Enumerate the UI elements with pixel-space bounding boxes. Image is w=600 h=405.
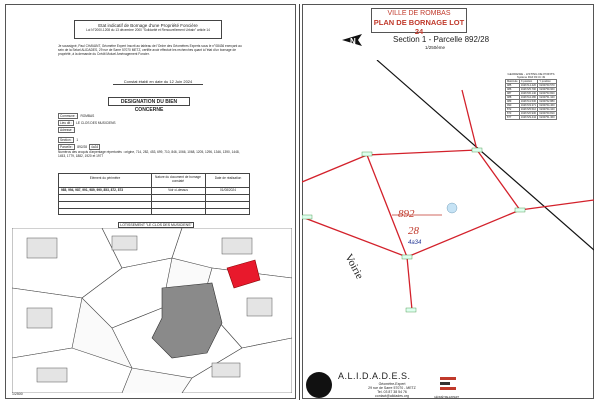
section-parcel-title: Section 1 - Parcelle 892/28 <box>393 35 490 44</box>
section-label: Section : <box>60 138 73 142</box>
refs-value: origine, 714, 282, 453, 699, 710, 846, 1066, 1068, 1205, 1296, 1346, 1390, 1448, 1453, 1779, 1882, 1920 et 1977 <box>58 150 240 158</box>
coords-cell: 985 <box>506 84 520 88</box>
section-value: 1 <box>76 138 79 142</box>
surface-value: 4a34 <box>91 145 99 149</box>
parcel-boundary <box>302 90 594 310</box>
table-header-nature: Nature du document de bornage constaté <box>155 175 201 183</box>
table-header-date: Date de réalisation <box>214 176 242 180</box>
designation-heading: DESIGNATION DU BIEN CONCERNE <box>108 97 190 106</box>
parcelle-value: 892/28 <box>77 145 88 149</box>
parcel-area: 4a34 <box>408 240 422 246</box>
lieu-value: LE CLOS DES MUSICIENS <box>76 121 116 125</box>
scale-label: 1/250ème <box>425 45 446 50</box>
constat-date: Constat établi en date du 12 Juin 2024 <box>113 79 203 85</box>
title-cartouche <box>371 8 467 36</box>
company-sub: Géomètre-Expert <box>378 382 406 386</box>
ge-label: GÉOMÈTRE-EXPERT <box>434 396 460 399</box>
coords-cell: 988 <box>506 96 520 100</box>
cadastral-map <box>12 228 292 393</box>
parcelle-label: Parcelle : <box>60 145 74 149</box>
coords-cell: 1926714.420 <box>520 84 536 87</box>
coords-cell: 6230759.960 <box>539 88 555 91</box>
left-scale-label: 1/2500 <box>12 392 23 396</box>
coords-cell: 6230760.570 <box>539 84 555 87</box>
company-address: 29 rue de Sarre 57070 - METZ <box>368 386 416 390</box>
coords-cell: 1926741.530 <box>520 100 536 103</box>
page-separator <box>299 4 300 400</box>
coords-cell: 1926725.510 <box>520 108 536 111</box>
coords-cell: 990 <box>506 104 520 108</box>
coords-cell: 872 <box>506 108 520 112</box>
coords-cell: 989 <box>506 100 520 104</box>
north-arrow-icon <box>340 30 370 52</box>
coords-cell: 1926733.371 <box>520 104 536 107</box>
croquis-references <box>58 150 248 158</box>
coords-title: GEODESIE - LISTING DE POINTS <box>507 72 555 76</box>
table-header-perimetre: Elément du périmètre <box>89 176 121 180</box>
document-law: Loi N°2000-1208 du 13 décembre 2000 "Solidarité et Renouvellement Urbain" article 14 <box>86 28 210 32</box>
boundary-line <box>377 60 594 250</box>
north-label: N <box>350 37 356 46</box>
commune-value: ROMBAS <box>80 114 95 118</box>
coords-cell: 986 <box>506 88 520 92</box>
coords-header: X position <box>519 80 538 84</box>
adresse-label: Adresse : <box>60 128 74 132</box>
company-contact: Tel. 03 87 38 54 76 contact@alidades.org <box>375 390 409 398</box>
coords-cell: 6230762.880 <box>539 100 555 103</box>
parcel-sub: 28 <box>408 225 419 237</box>
coords-header: Y position <box>538 80 557 84</box>
coords-cell: 1926736.140 <box>520 92 536 95</box>
coords-subtitle: Système RGF 93 CC 49 <box>517 76 545 79</box>
document-title-box <box>74 20 222 39</box>
attestation-text: Je soussigné, Paul CHAVANT, Géomètre Expert Inscrit au tableau de l'Ordre des Géomètres Experts sous le n°08436 exerçant au sein de la Selarl ALIDADES, 29 rue de Sarre 57070 METZ, certifie avoir effectué les recherches quant à l'état d'un bornage de propriété, à la demande du Crédit Mutuel Aménagement Foncier. <box>58 44 242 56</box>
coords-header: Matricule <box>507 80 518 83</box>
coords-cell: 873 <box>506 112 520 116</box>
coords-cell: 1926720.930 <box>520 112 536 115</box>
refs-label: Numéros des croquis d'arpentage répertoriés : <box>58 150 124 154</box>
document-title: Etat indicatif de Bornage d'une Propriété Foncière <box>98 23 198 28</box>
company-info <box>362 382 422 398</box>
coords-cell: 6230760.810 <box>539 112 555 115</box>
bornage-table <box>58 173 250 215</box>
property-info <box>58 113 178 151</box>
coords-cell: 6230764.460 <box>539 104 555 107</box>
company-name: A.L.I.D.A.D.E.S. <box>338 371 411 381</box>
voirie-label: Voirie <box>342 252 366 282</box>
ville-label: VILLE DE ROMBAS <box>387 10 451 17</box>
coords-cell: 6230751.340 <box>539 96 555 99</box>
coords-cell: 987 <box>506 92 520 96</box>
coords-cell: 1926744.280 <box>520 96 536 99</box>
table-cell-date: 01/08/2024 <box>220 188 236 192</box>
coords-cell: 6230764.340 <box>539 108 555 111</box>
coords-cell: 1926725.790 <box>520 88 536 91</box>
geometre-expert-logo-icon <box>438 375 458 395</box>
parcel-number: 892 <box>398 208 415 220</box>
coords-cell: 877 <box>506 116 520 120</box>
alidades-logo-icon <box>306 372 332 398</box>
plan-title: PLAN DE BORNAGE LOT 24 <box>373 18 465 36</box>
coords-cell: 6230753.820 <box>539 92 555 95</box>
coords-cell: 6230751.360 <box>539 116 555 119</box>
commune-label: Commune : <box>60 114 77 118</box>
marker-icon <box>447 203 457 213</box>
lieu-label: Lieu dit : <box>60 121 73 125</box>
table-cell-perimetre: 985, 994, 987, 991, 989, 990, 853, 872, 873 <box>61 188 124 192</box>
coords-cell: 1926729.444 <box>520 116 536 119</box>
table-cell-nature: Voir ci-dessus <box>168 188 188 192</box>
bornage-plan <box>302 60 594 370</box>
lotissement-label: LOTISSEMENT "LE CLOS DES MUSICIENS" <box>118 222 194 228</box>
